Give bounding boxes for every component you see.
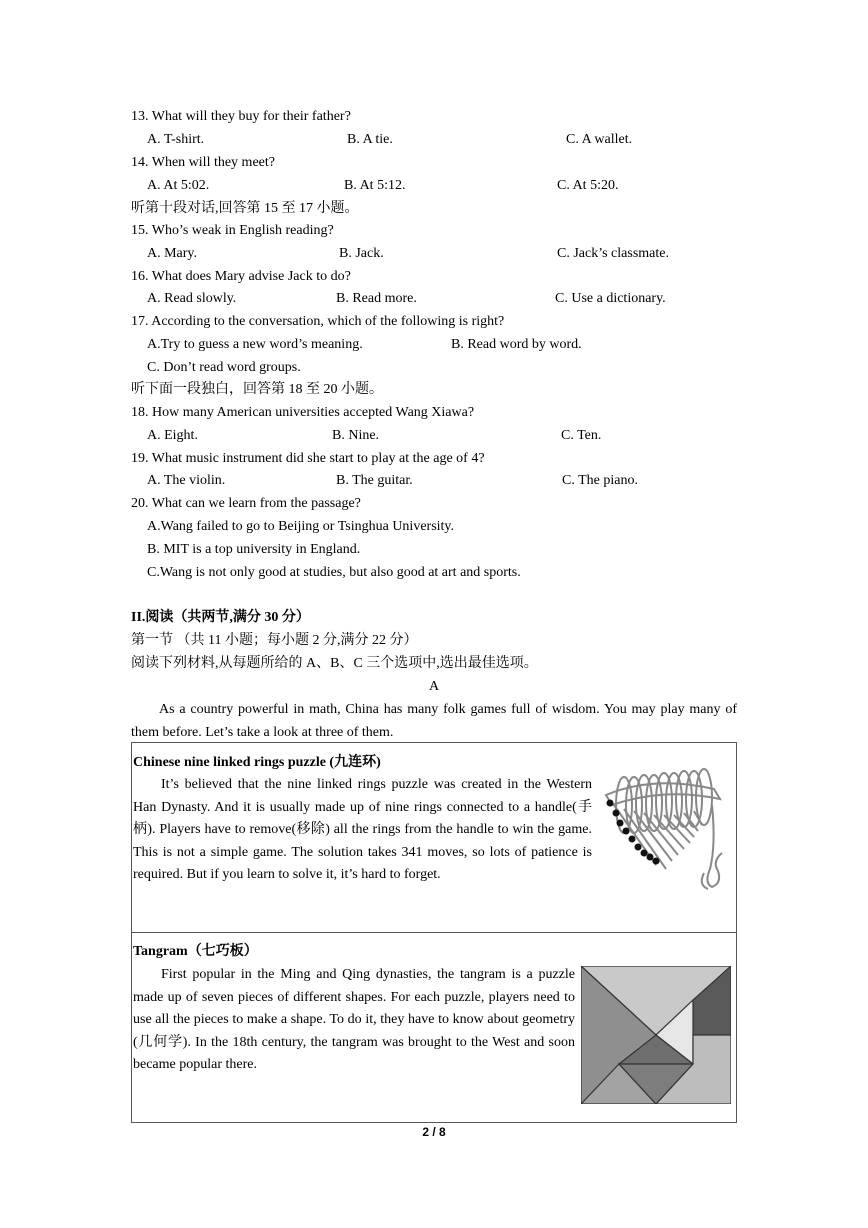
question-17-option-b: B. Read word by word. bbox=[451, 337, 582, 352]
question-19-option-b: B. The guitar. bbox=[336, 473, 413, 488]
question-19-option-c: C. The piano. bbox=[562, 473, 638, 488]
question-15-option-c: C. Jack’s classmate. bbox=[557, 246, 669, 261]
question-14-stem: 14. When will they meet? bbox=[131, 155, 275, 170]
question-20-option-b: B. MIT is a top university in England. bbox=[147, 542, 361, 557]
page-number: 2 / 8 bbox=[422, 1125, 446, 1139]
question-16-option-c: C. Use a dictionary. bbox=[555, 291, 666, 306]
question-19-option-a: A. The violin. bbox=[147, 473, 226, 488]
question-14-option-b: B. At 5:12. bbox=[344, 178, 406, 193]
game-title-nine-rings: Chinese nine linked rings puzzle (九连环) bbox=[133, 755, 381, 770]
question-14-option-c: C. At 5:20. bbox=[557, 178, 619, 193]
reading-instruction: 阅读下列材料,从每题所给的 A、B、C 三个选项中,选出最佳选项。 bbox=[131, 656, 538, 671]
game-title-tangram: Tangram（七巧板） bbox=[133, 944, 258, 959]
reading-subheading: 第一节 （共 11 小题；每小题 2 分,满分 22 分） bbox=[131, 633, 418, 648]
question-13-option-c: C. A wallet. bbox=[566, 132, 633, 147]
tangram-illustration bbox=[581, 966, 731, 1104]
question-18-option-a: A. Eight. bbox=[147, 428, 198, 443]
listening-section-note: 听第十段对话,回答第 15 至 17 小题。 bbox=[131, 201, 359, 216]
reading-section-heading: II.阅读（共两节,满分 30 分） bbox=[131, 610, 310, 625]
question-16-option-b: B. Read more. bbox=[336, 291, 417, 306]
question-20-stem: 20. What can we learn from the passage? bbox=[131, 496, 361, 511]
game-box-nine-rings bbox=[131, 742, 737, 933]
question-15-option-b: B. Jack. bbox=[339, 246, 384, 261]
question-17-option-a: A.Try to guess a new word’s meaning. bbox=[147, 337, 363, 352]
question-15-option-a: A. Mary. bbox=[147, 246, 198, 261]
monologue-section-note: 听下面一段独白，回答第 18 至 20 小题。 bbox=[131, 382, 383, 397]
question-16-option-a: A. Read slowly. bbox=[147, 291, 237, 306]
question-16-stem: 16. What does Mary advise Jack to do? bbox=[131, 269, 351, 284]
game-text-tangram: First popular in the Ming and Qing dynasties, the tangram is a puzzle made up of seven pieces of different shapes. For each puzzle, players need to use all the pieces to make a shape. To do it, they have to know about geometry (几何学). In the 18th century, the tangram was brought to the West and soon became popular there. bbox=[133, 967, 575, 1073]
question-20-option-c: C.Wang is not only good at studies, but also good at art and sports. bbox=[147, 565, 521, 580]
question-18-option-c: C. Ten. bbox=[561, 428, 602, 443]
question-18-stem: 18. How many American universities accepted Wang Xiawa? bbox=[131, 405, 475, 420]
passage-intro: As a country powerful in math, China has many folk games full of wisdom. You may play many of them before. Let’s take a look at three of them. bbox=[131, 702, 737, 740]
game-text-nine-rings: It’s believed that the nine linked rings puzzle was created in the Western Han Dynasty. And it is usually made up of nine rings connected to a handle(手柄). Players have to remove(移除) all the rings from the handle to win the game. This is not a simple game. The solution takes 341 moves, so lots of patience is required. But if you learn to solve it, it’s hard to forget. bbox=[133, 777, 592, 883]
question-13-stem: 13. What will they buy for their father? bbox=[131, 109, 351, 124]
question-18-option-b: B. Nine. bbox=[332, 428, 380, 443]
question-19-stem: 19. What music instrument did she start to play at the age of 4? bbox=[131, 451, 485, 466]
question-17-stem: 17. According to the conversation, which of the following is right? bbox=[131, 314, 505, 329]
question-15-stem: 15. Who’s weak in English reading? bbox=[131, 223, 334, 238]
question-20-option-a: A.Wang failed to go to Beijing or Tsinghua University. bbox=[147, 519, 455, 534]
passage-label: A bbox=[428, 679, 440, 694]
nine-linked-rings-illustration bbox=[594, 765, 732, 893]
question-14-option-a: A. At 5:02. bbox=[147, 178, 210, 193]
game-box-tangram bbox=[131, 932, 737, 1123]
question-13-option-a: A. T-shirt. bbox=[147, 132, 205, 147]
question-13-option-b: B. A tie. bbox=[347, 132, 393, 147]
question-17-option-c: C. Don’t read word groups. bbox=[147, 360, 301, 375]
